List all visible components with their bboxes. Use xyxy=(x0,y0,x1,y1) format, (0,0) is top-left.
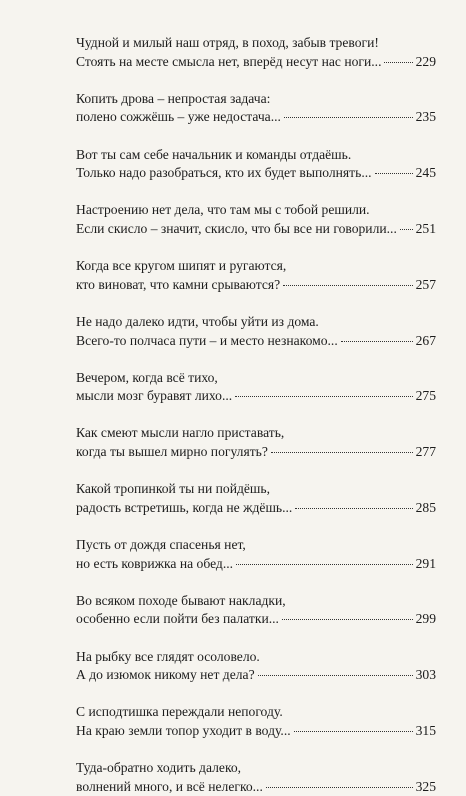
entry-title-line2 xyxy=(76,499,436,518)
entry-title-line1: Настроению нет дела, что там мы с тобой решили. xyxy=(76,202,370,218)
dot-leader xyxy=(341,341,413,342)
toc-entry xyxy=(76,90,436,127)
entry-line2-text: полено сожжёшь – уже недостача... xyxy=(76,109,281,125)
entry-title-line1: Туда-обратно ходить далеко, xyxy=(76,760,242,776)
entry-line2-text: Всего-то полчаса пути – и место незнакомо... xyxy=(76,332,338,348)
entry-title-line2 xyxy=(76,666,436,685)
toc-entry xyxy=(76,648,436,685)
entry-line2-text: Стоять на месте смысла нет, вперёд несут нас ноги... xyxy=(76,53,382,69)
toc-entry xyxy=(76,313,436,350)
entry-title-line2 xyxy=(76,555,436,574)
page-number: 235 xyxy=(415,109,436,125)
page-number: 299 xyxy=(415,611,436,627)
page-number: 229 xyxy=(415,53,436,69)
entry-line2-text: когда ты вышел мирно погулять? xyxy=(76,444,268,460)
page-number: 251 xyxy=(415,220,436,236)
page-number: 291 xyxy=(415,555,436,571)
entry-title-line2 xyxy=(76,276,436,295)
dot-leader xyxy=(295,508,412,509)
entry-title-line2 xyxy=(76,164,436,183)
dot-leader xyxy=(235,396,412,397)
page-number: 267 xyxy=(415,332,436,348)
entry-title-line2 xyxy=(76,722,436,741)
entry-title-line1: Во всяком походе бывают накладки, xyxy=(76,592,286,608)
page-number: 303 xyxy=(415,667,436,683)
dot-leader xyxy=(284,117,413,118)
toc-entry xyxy=(76,703,436,740)
toc-entry xyxy=(76,257,436,294)
entry-title-line1: С исподтишка переждали непогоду. xyxy=(76,704,283,720)
page-number: 275 xyxy=(415,388,436,404)
toc-entry xyxy=(76,34,436,71)
dot-leader xyxy=(283,285,412,286)
toc-entry xyxy=(76,592,436,629)
dot-leader xyxy=(294,731,413,732)
page-number: 245 xyxy=(415,165,436,181)
entry-title-line2 xyxy=(76,332,436,351)
entry-title-line1: Копить дрова – непростая задача: xyxy=(76,90,271,106)
toc-entry xyxy=(76,536,436,573)
entry-title-line2 xyxy=(76,53,436,72)
toc-entry xyxy=(76,759,436,796)
entry-title-line2 xyxy=(76,778,436,796)
toc-entry xyxy=(76,424,436,461)
dot-leader xyxy=(266,787,413,788)
entry-line2-text: особенно если пойти без палатки... xyxy=(76,611,279,627)
entry-line2-text: Если скисло – значит, скисло, что бы все ни говорили... xyxy=(76,220,397,236)
entry-title-line1: Когда все кругом шипят и ругаются, xyxy=(76,258,287,274)
page-number: 325 xyxy=(415,778,436,794)
toc-entry xyxy=(76,480,436,517)
toc-entry xyxy=(76,369,436,406)
entry-title-line2 xyxy=(76,610,436,629)
dot-leader xyxy=(282,619,413,620)
entry-title-line2 xyxy=(76,387,436,406)
entry-title-line1: На рыбку все глядят осоловело. xyxy=(76,648,260,664)
dot-leader xyxy=(258,675,413,676)
entry-title-line1: Не надо далеко идти, чтобы уйти из дома. xyxy=(76,313,319,329)
entry-line2-text: мысли мозг буравят лихо... xyxy=(76,388,233,404)
entry-line2-text: радость встретишь, когда не ждёшь... xyxy=(76,499,293,515)
page-number: 285 xyxy=(415,499,436,515)
entry-title-line1: Как смеют мысли нагло приставать, xyxy=(76,425,285,441)
entry-title-line1: Чудной и милый наш отряд, в поход, забыв тревоги! xyxy=(76,35,379,50)
entry-line2-text: но есть коврижка на обед... xyxy=(76,555,234,571)
entry-title-line2 xyxy=(76,443,436,462)
toc-entry xyxy=(76,201,436,238)
dot-leader xyxy=(384,62,412,63)
entry-title-line1: Вот ты сам себе начальник и команды отдаёшь. xyxy=(76,146,352,162)
entry-title-line1: Вечером, когда всё тихо, xyxy=(76,369,218,385)
entry-line2-text: волнений много, и всё нелегко... xyxy=(76,778,263,794)
entry-title-line1: Какой тропинкой ты ни пойдёшь, xyxy=(76,481,270,497)
dot-leader xyxy=(236,564,413,565)
dot-leader xyxy=(375,173,413,174)
entry-title-line2 xyxy=(76,220,436,239)
entry-line2-text: На краю земли топор уходит в воду... xyxy=(76,722,291,738)
entry-line2-text: кто виноват, что камни срываются? xyxy=(76,276,281,292)
dot-leader xyxy=(271,452,413,453)
entry-title-line2 xyxy=(76,108,436,127)
page-number: 277 xyxy=(415,444,436,460)
entry-line2-text: А до изюмок никому нет дела? xyxy=(76,667,255,683)
page-number: 315 xyxy=(415,722,436,738)
dot-leader xyxy=(400,229,413,230)
page-number: 257 xyxy=(415,276,436,292)
entry-title-line1: Пусть от дождя спасенья нет, xyxy=(76,537,246,553)
toc-entry xyxy=(76,146,436,183)
entry-line2-text: Только надо разобраться, кто их будет выполнять... xyxy=(76,165,372,181)
